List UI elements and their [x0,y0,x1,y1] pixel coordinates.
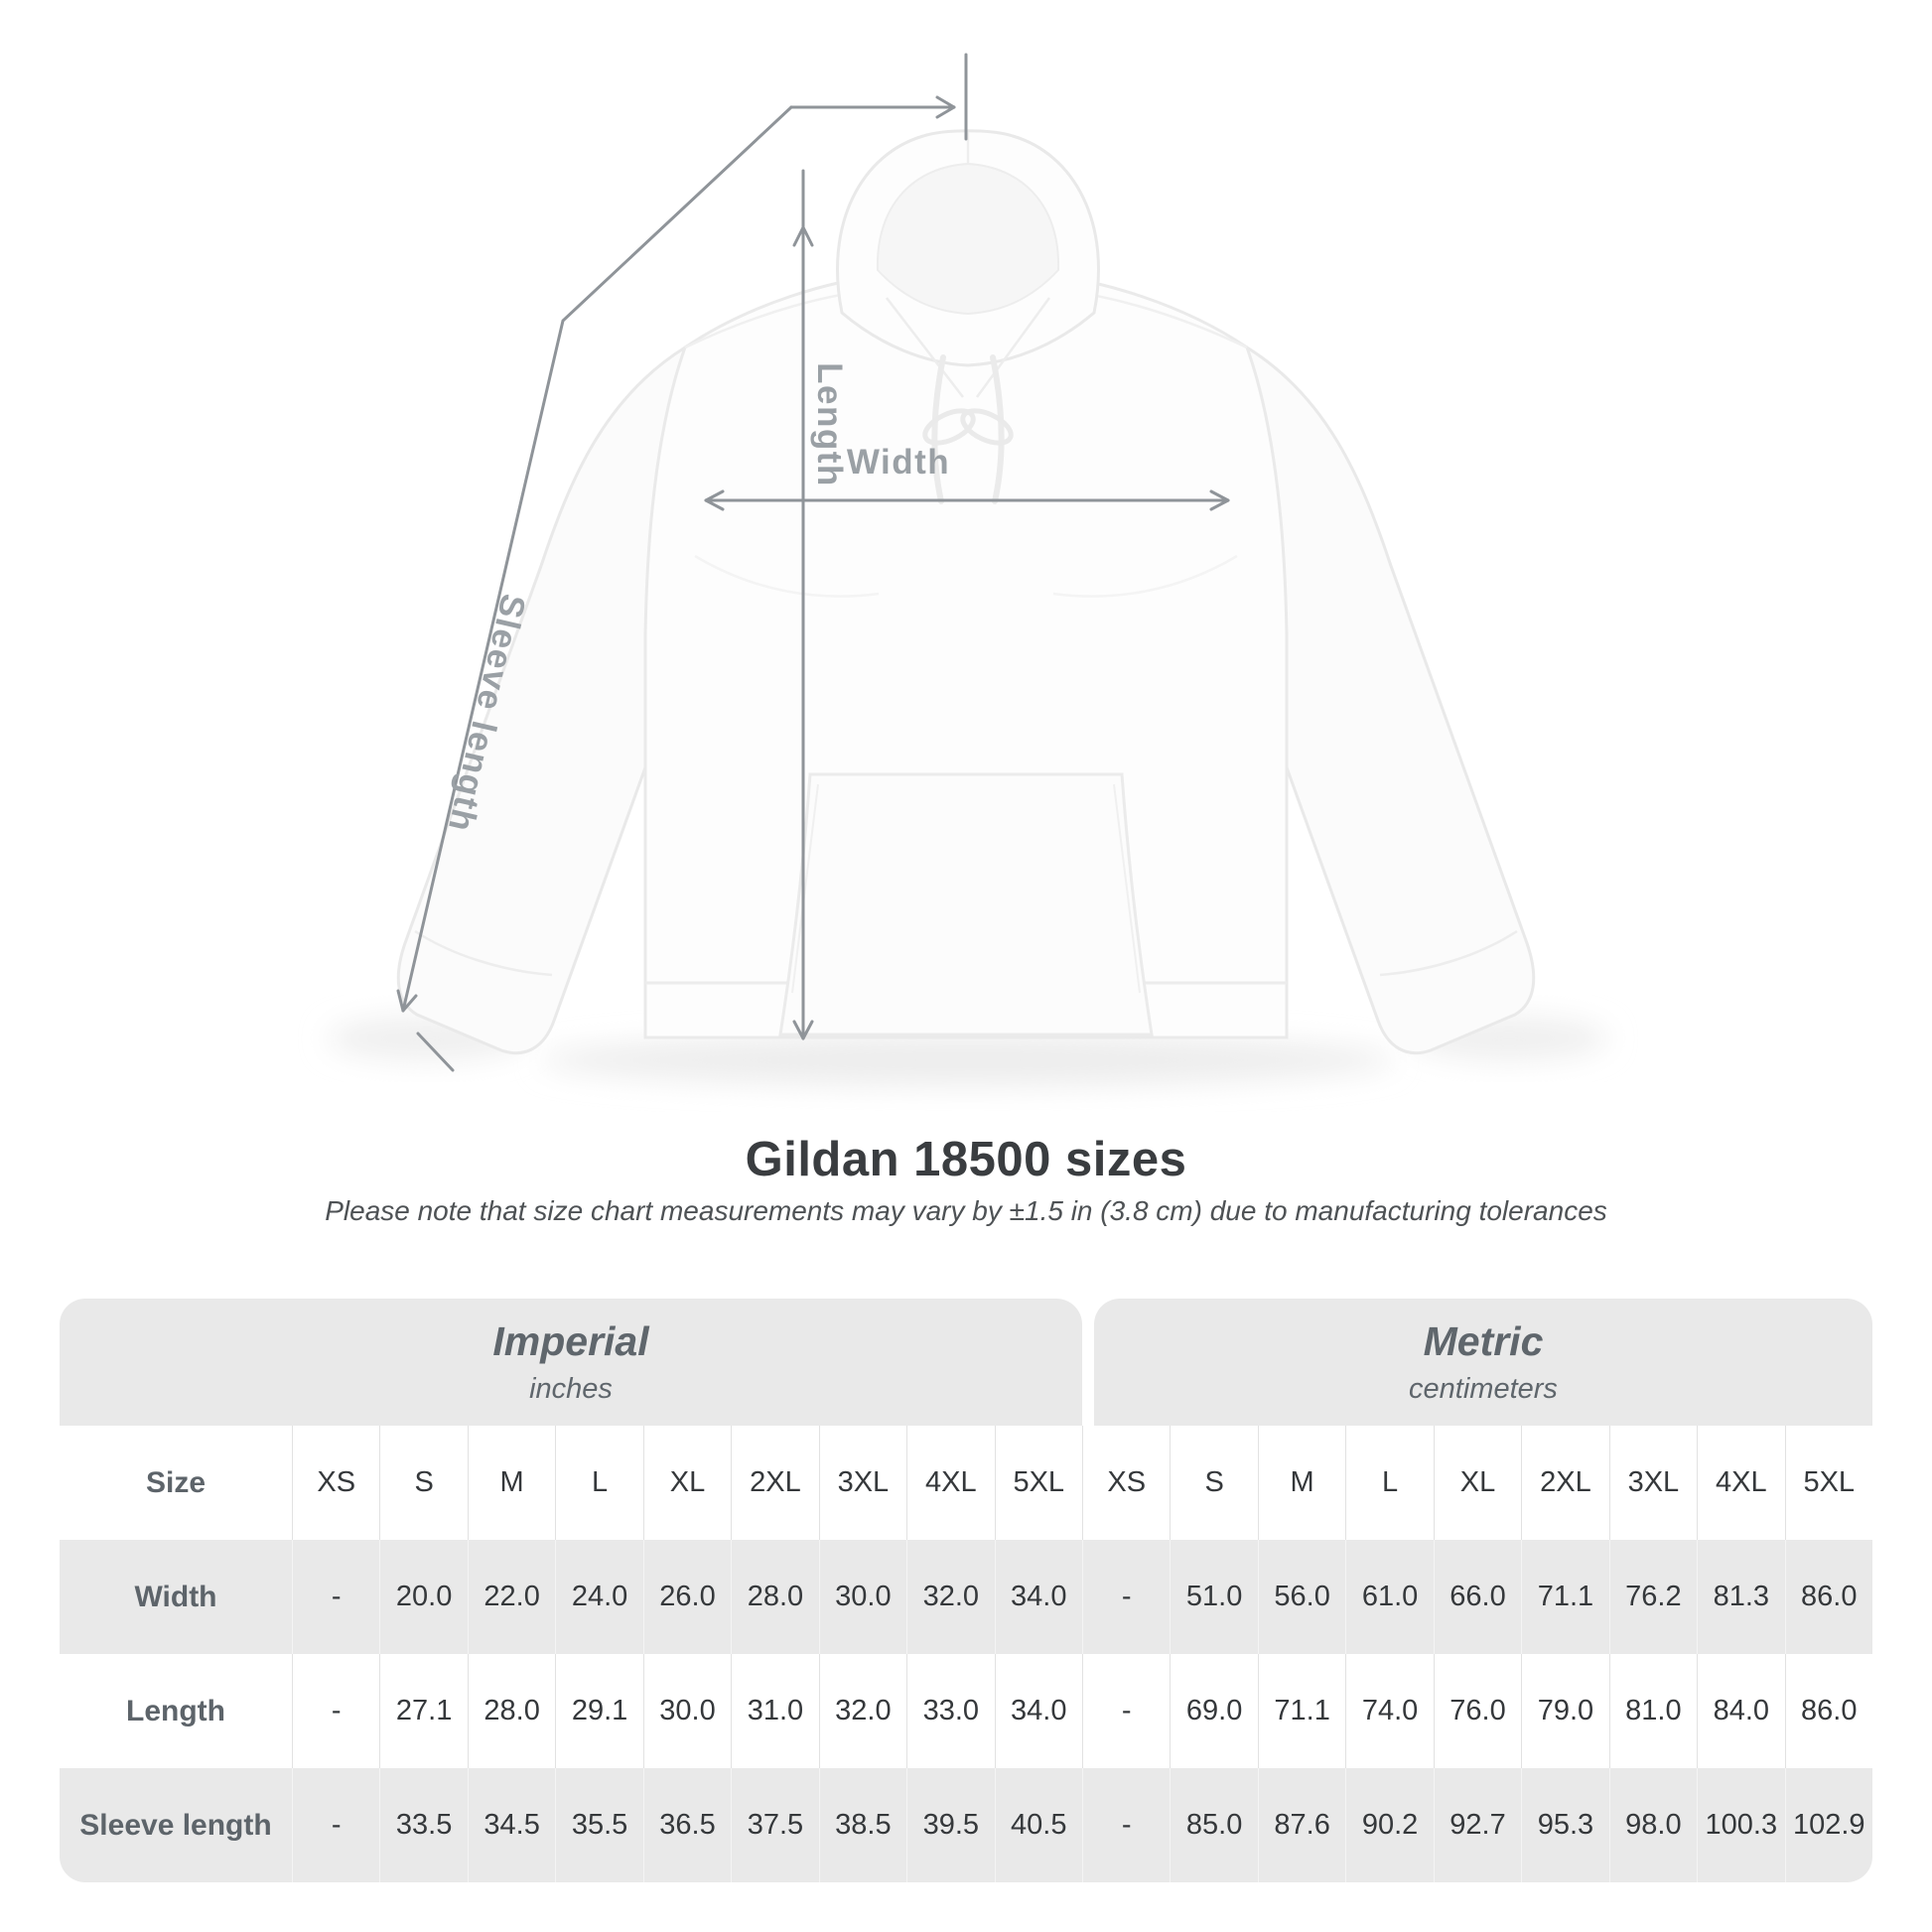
metric-sublabel: centimeters [1409,1373,1558,1405]
table-row [60,1540,1872,1654]
value-cell: 100.3 [1697,1768,1784,1882]
col-header: 4XL [1697,1426,1784,1540]
tolerance-note: Please note that size chart measurements may vary by ±1.5 in (3.8 cm) due to manufacturing tolerances [325,1195,1607,1226]
value-cell: - [1082,1654,1170,1768]
value-cell: 85.0 [1170,1768,1257,1882]
value-cell: 32.0 [906,1540,994,1654]
value-cell: 29.1 [555,1654,642,1768]
value-cell: 61.0 [1345,1540,1433,1654]
col-header: XL [643,1426,731,1540]
value-cell: 20.0 [379,1540,467,1654]
col-header: 3XL [819,1426,906,1540]
value-cell: 33.0 [906,1654,994,1768]
imperial-sublabel: inches [529,1373,613,1405]
value-cell: 86.0 [1785,1540,1872,1654]
metric-label: Metric [1423,1318,1544,1364]
value-cell: 27.1 [379,1654,467,1768]
col-header: XS [1082,1426,1170,1540]
table-row [60,1768,1872,1882]
value-cell: 22.0 [468,1540,555,1654]
value-cell: 40.5 [995,1768,1082,1882]
value-cell: 34.0 [995,1540,1082,1654]
col-header: 3XL [1609,1426,1697,1540]
value-cell: 87.6 [1258,1768,1345,1882]
value-cell: 76.0 [1434,1654,1521,1768]
col-header: 2XL [731,1426,818,1540]
value-cell: 35.5 [555,1768,642,1882]
length-measure-label: Length [809,362,849,487]
col-header: L [1345,1426,1433,1540]
value-cell: 31.0 [731,1654,818,1768]
value-cell: 95.3 [1521,1768,1608,1882]
width-measure-label: Width [846,443,951,482]
page-title: Gildan 18500 sizes [745,1133,1187,1186]
sleeve-length-measure-label: Sleeve length [440,590,533,837]
value-cell: 76.2 [1609,1540,1697,1654]
metric-header-card [1094,1299,1872,1426]
value-cell: - [1082,1540,1170,1654]
col-header: M [468,1426,555,1540]
value-cell: 34.5 [468,1768,555,1882]
col-header: XL [1434,1426,1521,1540]
col-header: L [555,1426,642,1540]
value-cell: 56.0 [1258,1540,1345,1654]
value-cell: 26.0 [643,1540,731,1654]
value-cell: 71.1 [1521,1540,1608,1654]
col-header: XS [292,1426,379,1540]
value-cell: 79.0 [1521,1654,1608,1768]
value-cell: 38.5 [819,1768,906,1882]
value-cell: 51.0 [1170,1540,1257,1654]
kangaroo-pocket [780,774,1152,1035]
value-cell: 74.0 [1345,1654,1433,1768]
col-header: 5XL [1785,1426,1872,1540]
value-cell: 69.0 [1170,1654,1257,1768]
col-header: S [379,1426,467,1540]
value-cell: 32.0 [819,1654,906,1768]
value-cell: 90.2 [1345,1768,1433,1882]
value-cell: 71.1 [1258,1654,1345,1768]
value-cell: 81.0 [1609,1654,1697,1768]
value-cell: 86.0 [1785,1654,1872,1768]
value-cell: 36.5 [643,1768,731,1882]
row-label: Length [126,1694,225,1727]
table-row [60,1426,1872,1540]
col-header: 5XL [995,1426,1082,1540]
value-cell: - [292,1540,379,1654]
value-cell: 28.0 [731,1540,818,1654]
imperial-label: Imperial [492,1318,649,1364]
value-cell: 98.0 [1609,1768,1697,1882]
value-cell: - [1082,1768,1170,1882]
value-cell: 28.0 [468,1654,555,1768]
value-cell: 37.5 [731,1768,818,1882]
col-header: M [1258,1426,1345,1540]
row-label: Sleeve length [79,1808,272,1842]
col-header: 2XL [1521,1426,1608,1540]
value-cell: 92.7 [1434,1768,1521,1882]
unit-band [60,1299,1872,1426]
value-cell: 24.0 [555,1540,642,1654]
value-cell: 39.5 [906,1768,994,1882]
value-cell: 102.9 [1785,1768,1872,1882]
size-column-header: Size [145,1465,207,1499]
row-label: Width [134,1580,217,1613]
table-row [60,1654,1872,1768]
col-header: S [1170,1426,1257,1540]
value-cell: 30.0 [643,1654,731,1768]
col-header: 4XL [906,1426,994,1540]
size-table-rows [60,1426,1872,1882]
value-cell: 33.5 [379,1768,467,1882]
imperial-header-card [60,1299,1082,1426]
value-cell: 66.0 [1434,1540,1521,1654]
value-cell: 30.0 [819,1540,906,1654]
value-cell: - [292,1768,379,1882]
value-cell: 84.0 [1697,1654,1784,1768]
size-chart-table [60,1299,1872,1882]
value-cell: - [292,1654,379,1768]
value-cell: 81.3 [1697,1540,1784,1654]
value-cell: 34.0 [995,1654,1082,1768]
